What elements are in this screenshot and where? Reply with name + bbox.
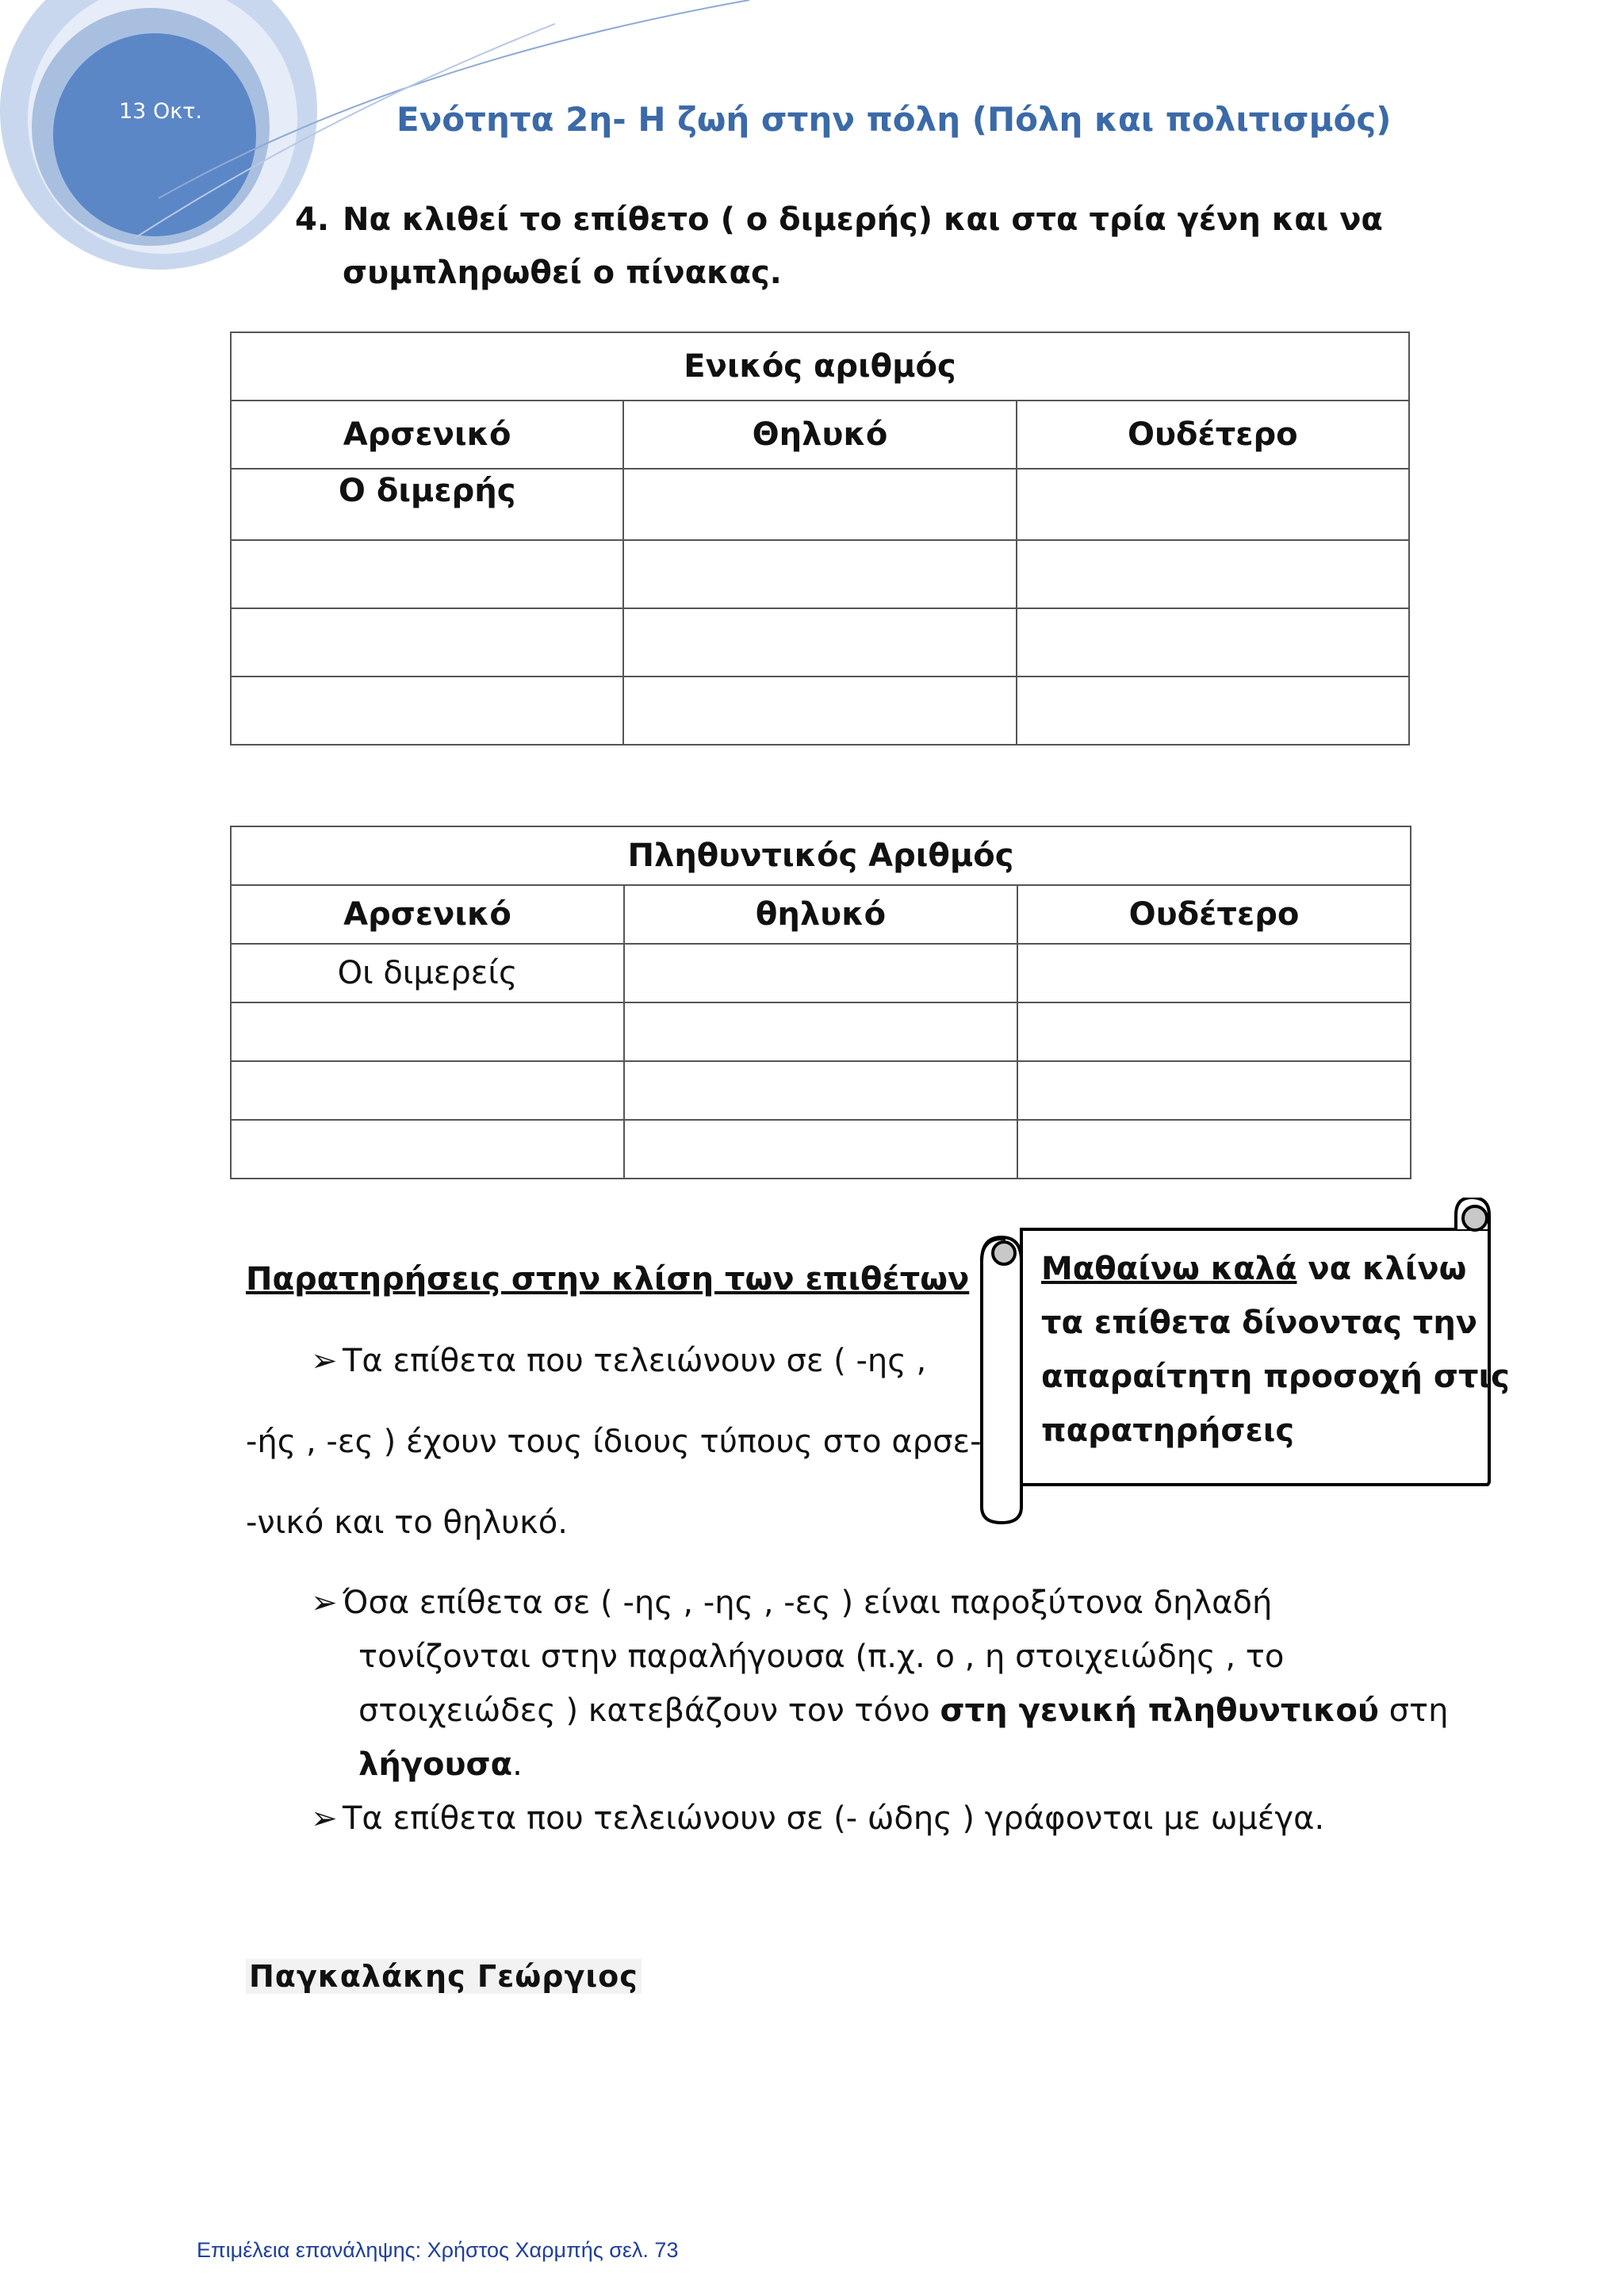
bullet2-line4-end: . — [512, 1746, 523, 1783]
table-row — [231, 608, 1409, 677]
bullet2-line3-bold: στη γενική πληθυντικού — [940, 1692, 1379, 1729]
column-header-feminine: Θηλυκό — [623, 401, 1016, 469]
table-row — [231, 540, 1409, 608]
table-cell[interactable] — [231, 677, 623, 745]
table-title: Ενικός αριθμός — [231, 332, 1409, 401]
table-cell[interactable] — [231, 608, 623, 677]
bullet2-line3-text: στοιχειώδες ) κατεβάζουν τον τόνο — [358, 1692, 940, 1729]
scroll-note-line3: απαραίτητη προσοχή στις — [1041, 1359, 1510, 1395]
table-cell[interactable] — [624, 1061, 1017, 1120]
table-cell[interactable] — [623, 540, 1016, 608]
bullet2-line4 — [358, 1746, 523, 1783]
table-cell: Ο διμερής — [231, 469, 623, 540]
table-cell[interactable] — [1017, 469, 1409, 540]
column-header-masculine: Αρσενικό — [231, 401, 623, 469]
bullet2-line3 — [358, 1692, 1448, 1729]
table-cell[interactable] — [623, 608, 1016, 677]
table-cell[interactable] — [624, 1002, 1017, 1061]
question-text-line2: συμπληρωθεί ο πίνακας. — [343, 255, 782, 291]
bullet-arrow-icon: ➢ — [311, 1800, 338, 1837]
scroll-note-line1-rest: να κλίνω — [1297, 1251, 1467, 1287]
singular-table — [230, 332, 1410, 746]
bullet2-line4-bold: λήγουσα — [358, 1746, 513, 1783]
bullet1-line2: -ής , -ες ) έχουν τους ίδιους τύπους στο αρσε- — [246, 1424, 982, 1460]
table-cell[interactable] — [231, 540, 623, 608]
table-cell[interactable] — [231, 1120, 624, 1179]
question-text-line1: Να κλιθεί το επίθετο ( ο διμερής) και στα τρία γένη και να — [343, 201, 1383, 238]
table-row — [231, 677, 1409, 745]
table-cell[interactable] — [231, 1002, 624, 1061]
table-cell[interactable] — [1017, 1061, 1411, 1120]
header-title: Ενότητα 2η- Η ζωή στην πόλη (Πόλη και πολιτισμός) — [396, 100, 1392, 139]
table-cell[interactable] — [231, 1061, 624, 1120]
scroll-note-line4: παρατηρήσεις — [1041, 1412, 1295, 1449]
scroll-note-line1 — [1041, 1251, 1466, 1287]
column-header-masculine: Αρσενικό — [231, 885, 624, 944]
bullet2-line1: Όσα επίθετα σε ( -ης , -ης , -ες ) είναι παροξύτονα δηλαδή — [343, 1585, 1273, 1621]
bullet2-line3-end: στη — [1378, 1692, 1449, 1729]
scroll-note-line2: τα επίθετα δίνοντας την — [1041, 1305, 1478, 1341]
observations-title: Παρατηρήσεις στην κλίση των επιθέτων — [246, 1261, 970, 1297]
table-cell[interactable] — [1017, 1120, 1411, 1179]
table-cell[interactable] — [1017, 608, 1409, 677]
table-cell[interactable] — [1017, 540, 1409, 608]
table-row — [231, 944, 1411, 1002]
table-row — [231, 1061, 1411, 1120]
bullet1-line1: Τα επίθετα που τελειώνουν σε ( -ης , — [343, 1343, 927, 1379]
question-number: 4. — [295, 201, 330, 238]
table-cell[interactable] — [624, 1120, 1017, 1179]
table-row — [231, 1002, 1411, 1061]
table-cell[interactable] — [624, 944, 1017, 1002]
table-cell[interactable] — [1017, 944, 1411, 1002]
author-name: Παγκαλάκης Γεώργιος — [246, 1959, 642, 1994]
table-cell[interactable] — [1017, 1002, 1411, 1061]
table-cell[interactable] — [623, 677, 1016, 745]
table-cell[interactable] — [623, 469, 1016, 540]
bullet3-line1: Τα επίθετα που τελειώνουν σε (- ώδης ) γράφονται με ωμέγα. — [343, 1800, 1325, 1837]
column-header-neuter: Ουδέτερο — [1017, 885, 1411, 944]
table-row — [231, 469, 1409, 540]
plural-table — [230, 826, 1411, 1179]
bullet-arrow-icon: ➢ — [311, 1343, 338, 1379]
bullet2-line2: τονίζονται στην παραλήγουσα (π.χ. ο , η στοιχειώδης , το — [358, 1639, 1285, 1675]
page-footer: Επιμέλεια επανάληψης: Χρήστος Χαρμπής σελ. 73 — [197, 2238, 679, 2262]
column-header-neuter: Ουδέτερο — [1017, 401, 1409, 469]
table-row — [231, 1120, 1411, 1179]
header-date: 13 Οκτ. — [119, 99, 202, 124]
table-cell: Οι διμερείς — [231, 944, 624, 1002]
bullet-arrow-icon: ➢ — [311, 1585, 338, 1621]
column-header-feminine: θηλυκό — [624, 885, 1017, 944]
table-cell[interactable] — [1017, 677, 1409, 745]
table-title: Πληθυντικός Αριθμός — [231, 826, 1411, 885]
bullet1-line3: -νικό και το θηλυκό. — [246, 1504, 568, 1541]
scroll-note-underlined: Μαθαίνω καλά — [1041, 1251, 1297, 1287]
